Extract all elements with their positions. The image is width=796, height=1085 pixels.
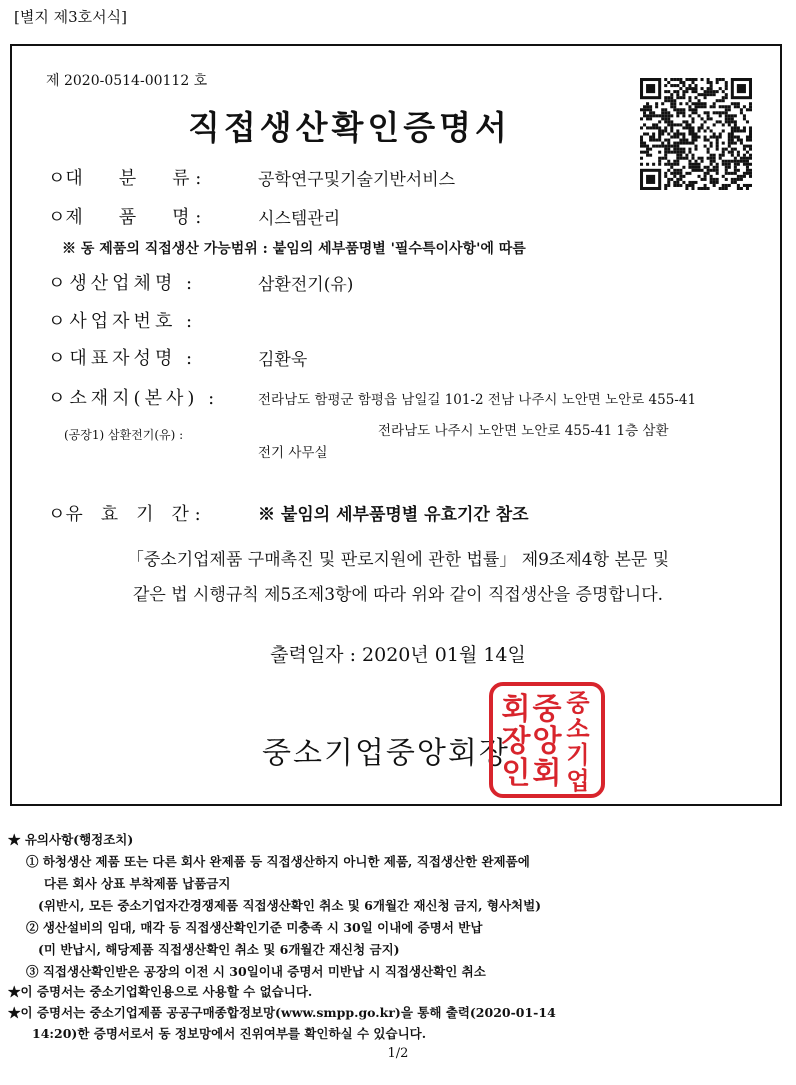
- notice-item3: ③ 직접생산확인받은 공장의 이전 시 30일이내 증명서 미반납 시 직접생산확인 취소: [26, 964, 486, 979]
- notice-star3-line2: 14:20)한 증명서로서 동 정보망에서 진위여부를 확인하실 수 있습니다.: [32, 1026, 427, 1041]
- hq-address-value: 전라남도 함평군 함평읍 남일길 101-2 전남 나주시 노안면 노안로 455-41: [258, 392, 697, 408]
- product-label: ㅇ제 품 명 :: [48, 207, 202, 228]
- notice-item1-line2: 다른 회사 상표 부착제품 납품금지: [44, 876, 231, 891]
- validity-label: ㅇ유 효 기 간 :: [48, 504, 201, 525]
- notice-item2-line1: ② 생산설비의 임대, 매각 등 직접생산확인기준 미충족 시 30일 이내에 증명서 반납: [26, 920, 483, 935]
- notice-item1-line1: ① 하청생산 제품 또는 다른 회사 완제품 등 직접생산하지 아니한 제품, 직접생산한 완제품에: [26, 854, 530, 869]
- issuer-name: 중소기업중앙회장: [262, 736, 510, 771]
- notice-star2: ★이 증명서는 중소기업확인용으로 사용할 수 없습니다.: [8, 984, 313, 999]
- notice-heading: ★ 유의사항(행정조치): [8, 832, 134, 847]
- hq-address-label: ㅇ소재지(본사) :: [48, 388, 219, 409]
- official-seal: [488, 681, 606, 799]
- legal-text-line2: 같은 법 시행규칙 제5조제3항에 따라 위와 같이 직접생산을 증명합니다.: [132, 585, 664, 605]
- factory-address-line1: 전라남도 나주시 노안면 노안로 455-41 1층 삼환: [378, 423, 669, 439]
- page-title: 직접생산확인증명서: [188, 108, 511, 147]
- certificate-number: 제 2020-0514-00112 호: [46, 73, 208, 89]
- notice-item2-line2: (미 반납시, 해당제품 직접생산확인 취소 및 6개월간 재신청 금지): [38, 942, 400, 957]
- page-number: 1/2: [387, 1046, 409, 1061]
- seal-char: 업: [566, 766, 590, 795]
- scope-note: ※ 동 제품의 직접생산 가능범위 : 붙임의 세부품명별 '필수특이사항'에 따름: [62, 241, 526, 257]
- seal-char: 중: [532, 692, 562, 727]
- company-value: 삼환전기(유): [258, 275, 354, 295]
- seal-char: 인: [501, 756, 531, 791]
- form-label: [별지 제3호서식]: [14, 8, 127, 26]
- category-label: ㅇ대 분 류 :: [48, 168, 202, 189]
- seal-char: 앙: [532, 724, 562, 759]
- seal-char: 중: [566, 688, 590, 717]
- notice-star3-line1: ★이 증명서는 중소기업제품 공공구매종합정보망(www.smpp.go.kr)을 통해 출력(2020-01-14: [8, 1005, 556, 1020]
- factory-address-line2: 전기 사무실: [258, 445, 328, 461]
- category-value: 공학연구및기술기반서비스: [258, 170, 456, 190]
- seal-char: 장: [501, 724, 531, 759]
- seal-char: 회: [532, 756, 562, 791]
- validity-value: ※ 붙임의 세부품명별 유효기간 참조: [258, 505, 529, 525]
- product-value: 시스템관리: [258, 209, 341, 229]
- print-date: 출력일자 : 2020년 01월 14일: [270, 644, 526, 666]
- business-no-label: ㅇ사업자번호 :: [48, 311, 197, 332]
- notice-item1-line3: (위반시, 모든 중소기업자간경쟁제품 직접생산확인 취소 및 6개월간 재신청 금지, 형사처벌): [38, 898, 542, 913]
- seal-char: 회: [501, 692, 531, 727]
- ceo-value: 김환욱: [258, 350, 308, 370]
- ceo-label: ㅇ대표자성명 :: [48, 348, 197, 369]
- seal-char: 기: [566, 740, 590, 769]
- legal-text-line1: 「중소기업제품 구매촉진 및 판로지원에 관한 법률」 제9조제4항 본문 및: [126, 550, 670, 570]
- company-label: ㅇ생산업체명 :: [48, 273, 197, 294]
- qr-code-icon: [640, 78, 752, 190]
- seal-char: 소: [566, 714, 590, 743]
- factory-label: (공장1) 삼환전기(유) :: [64, 428, 184, 442]
